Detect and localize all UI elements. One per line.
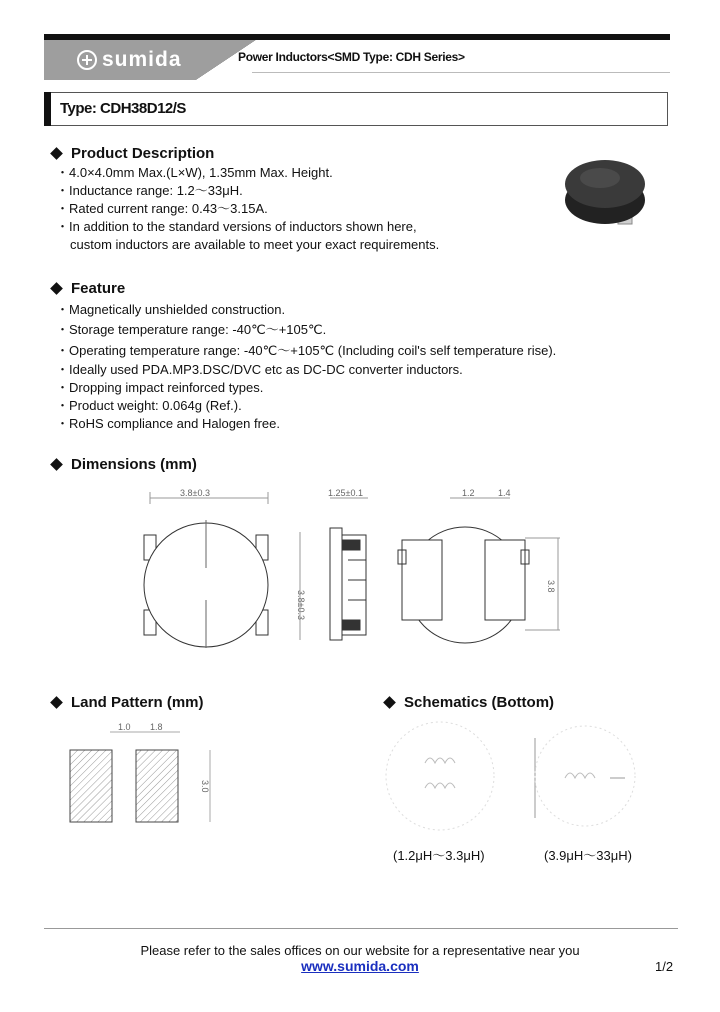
product-description-heading xyxy=(52,145,214,162)
dim-terminal-a-label: 1.2 xyxy=(462,488,475,498)
type-box-bar xyxy=(44,92,51,126)
list-item: ・4.0×4.0mm Max.(L×W), 1.35mm Max. Height. xyxy=(56,165,333,180)
diamond-bullet-icon xyxy=(50,458,63,471)
sumida-logo-icon xyxy=(76,49,98,71)
land-pattern-drawing xyxy=(60,718,230,828)
dimension-drawings xyxy=(130,480,580,660)
land-pad-width-label: 1.8 xyxy=(150,722,163,732)
section-title: Feature xyxy=(71,280,126,297)
dim-height-label: 3.8±0.3 xyxy=(296,590,306,620)
diamond-bullet-icon xyxy=(50,147,63,160)
dim-terminal-b-label: 1.4 xyxy=(498,488,511,498)
footer-note: Please refer to the sales offices on our website for a representative near you xyxy=(140,943,580,958)
list-item: ・Ideally used PDA.MP3.DSC/DVC etc as DC-DC converter inductors. xyxy=(56,362,463,377)
list-item: ・Dropping impact reinforced types. xyxy=(56,380,264,395)
dim-width-label: 3.8±0.3 xyxy=(180,488,210,498)
side-view xyxy=(330,498,368,640)
header-title: Power Inductors<SMD Type: CDH Series> xyxy=(238,50,465,64)
website-link[interactable]: www.sumida.com xyxy=(301,958,419,974)
list-item: ・Rated current range: 0.43～3.15A. xyxy=(56,201,268,216)
footer-rule xyxy=(44,928,678,929)
dim-terminal-h-label: 3.8 xyxy=(546,580,556,593)
feature-list xyxy=(56,300,556,433)
diamond-bullet-icon xyxy=(50,282,63,295)
list-item: ・Product weight: 0.064g (Ref.). xyxy=(56,398,242,413)
type-label: Type: CDH38D12/S xyxy=(60,100,186,117)
product-photo xyxy=(560,150,660,240)
feature-heading xyxy=(52,280,125,297)
schematic-caption-1: (1.2μH～3.3μH) xyxy=(393,848,485,863)
section-title: Dimensions (mm) xyxy=(71,456,197,473)
list-item: ・Magnetically unshielded construction. xyxy=(56,302,286,317)
section-title: Product Description xyxy=(71,145,215,162)
section-title: Schematics (Bottom) xyxy=(404,694,555,711)
bottom-view xyxy=(398,498,560,643)
header-underline xyxy=(252,72,670,73)
land-pattern-heading xyxy=(52,694,204,711)
section-title: Land Pattern (mm) xyxy=(71,694,204,711)
dimensions-heading xyxy=(52,456,197,473)
land-gap-label: 1.0 xyxy=(118,722,131,732)
list-item: custom inductors are available to meet your exact requirements. xyxy=(70,237,440,252)
land-pad-height-label: 3.0 xyxy=(200,780,210,793)
schematics-heading xyxy=(385,694,554,711)
diamond-bullet-icon xyxy=(50,696,63,709)
list-item: ・RoHS compliance and Halogen free. xyxy=(56,416,281,431)
top-view xyxy=(144,492,268,648)
list-item: ・Storage temperature range: -40℃～+105℃. xyxy=(56,322,327,337)
schematics-drawing xyxy=(385,718,645,838)
dim-thickness-label: 1.25±0.1 xyxy=(328,488,363,498)
page-number: 1/2 xyxy=(655,959,674,974)
product-description-list xyxy=(56,164,439,254)
list-item: ・In addition to the standard versions of inductors shown here, xyxy=(56,219,417,234)
list-item: ・Inductance range: 1.2～33μH. xyxy=(56,183,243,198)
diamond-bullet-icon xyxy=(383,696,396,709)
schematic-caption-2: (3.9μH～33μH) xyxy=(544,848,632,863)
list-item: ・Operating temperature range: -40℃～+105℃ (Including coil's self temperature rise). xyxy=(56,343,557,358)
brand-name: sumida xyxy=(102,48,182,71)
brand-logo xyxy=(76,48,182,72)
